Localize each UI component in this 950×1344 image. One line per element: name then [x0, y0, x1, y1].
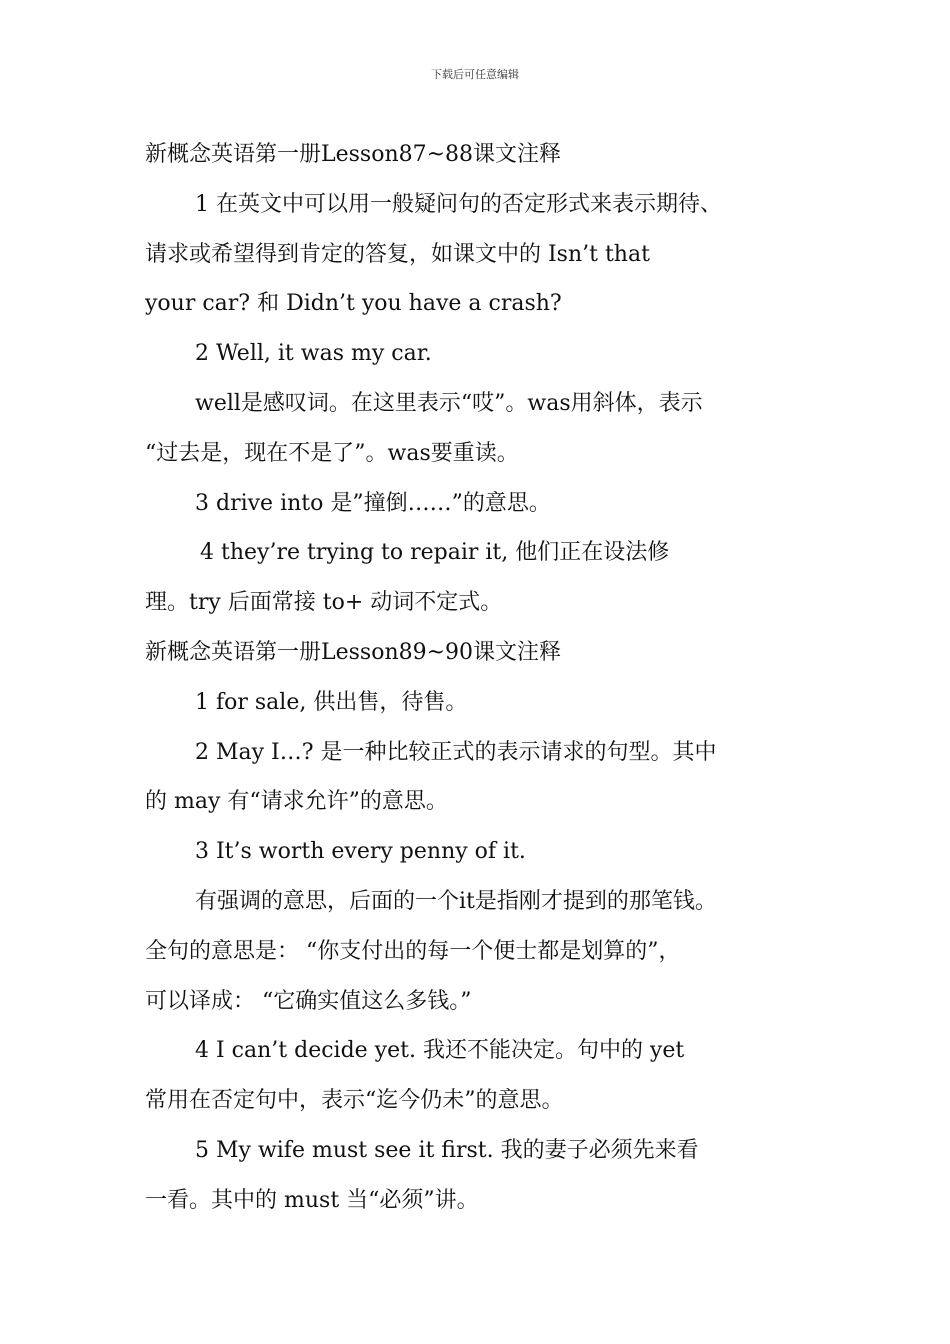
doc-line: 新概念英语第一册Lesson89~90课文注释 [145, 639, 562, 665]
doc-line: 4 I can’t decide yet. 我还不能决定。句中的 yet [195, 1038, 685, 1064]
document-body [145, 130, 817, 1226]
doc-line: 有强调的意思，后面的一个it是指刚才提到的那笔钱。 [195, 888, 717, 914]
doc-line: well是感叹词。在这里表示“哎”。was用斜体，表示 [195, 390, 703, 416]
doc-line: 3 It’s worth every penny of it. [195, 839, 526, 865]
doc-line: your car? 和 Didn’t you have a crash? [145, 291, 562, 317]
doc-line: 2 Well, it was my car. [195, 341, 432, 367]
doc-line: “过去是，现在不是了”。was要重读。 [145, 440, 519, 466]
doc-line: 可以译成： “它确实值这么多钱。” [145, 988, 472, 1014]
doc-line: 1 在英文中可以用一般疑问句的否定形式来表示期待、 [195, 191, 722, 217]
doc-line: 2 May I…? 是一种比较正式的表示请求的句型。其中 [195, 739, 717, 765]
doc-line: 新概念英语第一册Lesson87~88课文注释 [145, 142, 562, 167]
page-header: 下载后可任意编辑 [431, 68, 519, 81]
doc-line: 1 for sale, 供出售，待售。 [195, 689, 468, 715]
doc-line: 理。try 后面常接 to+ 动词不定式。 [145, 590, 503, 616]
doc-line: 全句的意思是： “你支付出的每一个便士都是划算的”， [145, 938, 681, 964]
doc-line: 4 they’re trying to repair it, 他们正在设法修 [200, 540, 670, 566]
doc-line: 请求或希望得到肯定的答复，如课文中的 Isn’t that [145, 241, 650, 267]
doc-line: 5 My wife must see it first. 我的妻子必须先来看 [195, 1137, 699, 1163]
doc-line: 一看。其中的 must 当“必须”讲。 [145, 1187, 479, 1213]
doc-line: 常用在否定句中，表示“迄今仍未”的意思。 [145, 1088, 564, 1114]
doc-line: 的 may 有“请求允许”的意思。 [145, 789, 448, 815]
doc-line: 3 drive into 是”撞倒……”的意思。 [195, 490, 551, 516]
